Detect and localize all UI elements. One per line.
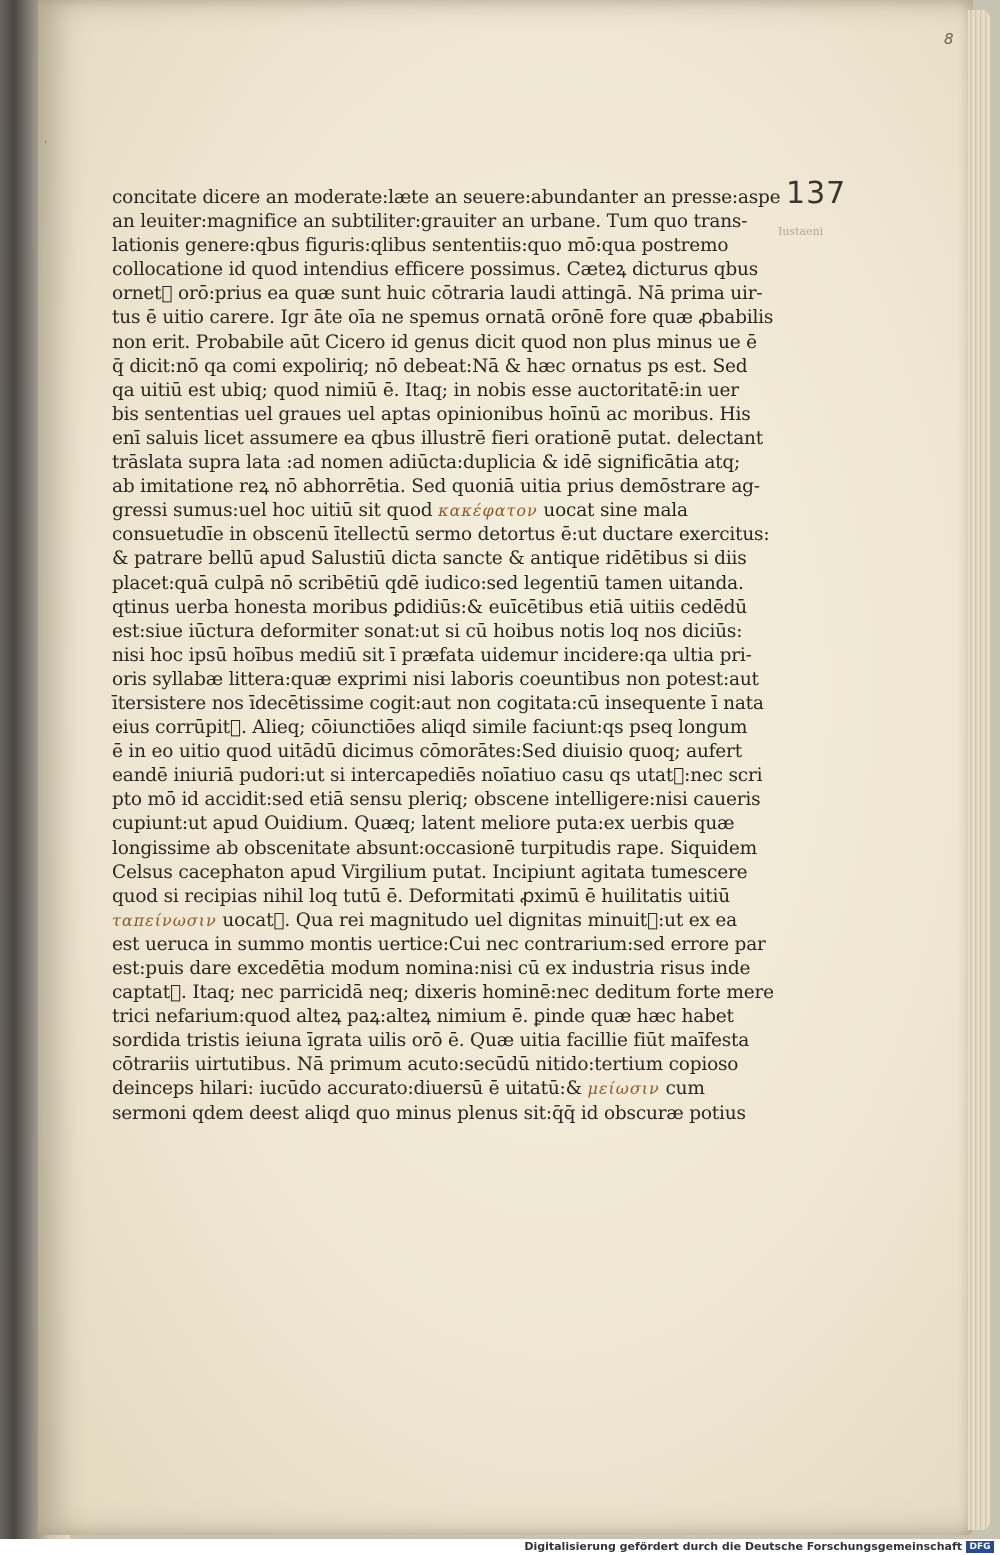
text-line: an leuiter:magnifice an subtiliter:grauiter an urbane. Tum quo trans-	[112, 211, 748, 233]
text-line: qtinus uerba honesta moribus ꝑdidiūs:& euīcētibus etiā uitiis cedēdū	[112, 596, 747, 618]
text-segment: uocatᷓ. Qua rei magnitudo uel dignitas minuitᷓ:ut ex ea	[222, 909, 737, 931]
text-line: nisi hoc ipsū hoībus mediū sit ī præfata uidemur incidere:qa ultia pri-	[112, 644, 752, 666]
text-line: non erit. Probabile aūt Cicero id genus dicit quod non plus minus ue ē	[112, 331, 757, 353]
text-line: est ueruca in summo montis uertice:Cui nec contrarium:sed errore par	[112, 933, 766, 955]
text-line: quod si recipias nihil loq tutū ē. Deformitati ꝓximū ē huilitatis uitiū	[112, 885, 730, 907]
text-line: concitate dicere an moderate:læte an seuere:abundanter an presse:aspe	[112, 187, 781, 208]
text-line: ornetᷓ orō:prius ea quæ sunt huic cōtraria laudi attingā. Nā prima uir-	[112, 283, 763, 305]
text-line-with-greek	[112, 499, 772, 523]
text-line-with-greek	[112, 909, 772, 933]
text-line: est:siue iūctura deformiter sonat:ut si cū hoibus notis loq nos diciūs:	[112, 620, 743, 642]
text-line: placet:quā culpā nō scribētiū qdē iudico:sed legentiū tamen uitanda.	[112, 572, 744, 594]
dfg-logo: DFG	[966, 1541, 994, 1553]
text-line: captatᷓ. Itaq; nec parricidā neq; dixeris hominē:nec deditum forte mere	[112, 982, 774, 1004]
greek-manuscript-insert: κακέφατον	[438, 501, 538, 521]
text-line: cōtrariis uirtutibus. Nā primum acuto:secūdū nitido:tertium copioso	[112, 1054, 739, 1076]
text-segment: deinceps hilari: iucūdo accurato:diuersū ē uitatū:&	[112, 1078, 582, 1100]
text-line-with-greek	[112, 1077, 772, 1101]
text-line: collocatione id quod intendius efficere possimus. Cæteꝝ dicturus qbus	[112, 259, 759, 281]
text-line: enī saluis licet assumere ea qbus illustrē fieri orationē putat. delectant	[112, 427, 764, 449]
printed-text-block	[112, 186, 781, 1126]
left-margin-mark: '	[44, 140, 47, 151]
text-line: eius corrūpitᷓ. Alieq; cōiunctiōes aliqd simile faciunt:qs pseq longum	[112, 717, 748, 739]
text-line: tus ē uitio carere. Igr āte oīa ne spemus ornatā orōnē fore quæ ꝓbabilis	[112, 307, 774, 329]
text-line: q̄ dicit:nō qa comi expoliriq; nō debeat:Nā & hæc ornatus ps est. Sed	[112, 355, 748, 377]
text-line: oris syllabæ littera:quæ exprimi nisi laboris coeuntibus non potest:aut	[112, 668, 759, 690]
text-line: trici nefarium:quod alteꝝ paꝝ:alteꝝ nimium ē. ꝑinde quæ hæc habet	[112, 1006, 734, 1028]
greek-manuscript-insert: ταπείνωσιν	[112, 910, 217, 930]
text-line: pto mō id accidit:sed etiā sensu pleriq; obscene intelligere:nisi caueris	[112, 789, 761, 811]
greek-manuscript-insert: μείωσιν	[587, 1079, 660, 1099]
text-segment: gressi sumus:uel hoc uitiū sit quod	[112, 500, 433, 522]
text-line: Celsus cacephaton apud Virgilium putat. Incipiunt agitata tumescere	[112, 861, 748, 883]
text-line: sordida tristis ieiuna īgrata uilis orō ē. Quæ uitia facillie fiūt maīfesta	[112, 1030, 750, 1052]
text-line: & patrare bellū apud Salustiū dicta sancte & antique ridētibus si diis	[112, 548, 747, 570]
text-line: longissime ab obscenitate absunt:occasionē turpitudis rape. Siquidem	[112, 837, 758, 859]
text-line: trāslata supra lata :ad nomen adiūcta:duplicia & idē significātia atq;	[112, 452, 741, 474]
text-line: ab imitatione reꝝ nō abhorrētia. Sed quoniā uitia prius demōstrare ag-	[112, 476, 760, 498]
text-line: bis sententias uel graues uel aptas opinionibus hoīnū ac moribus. His	[112, 403, 751, 425]
footer-credit: Digitalisierung gefördert durch die Deutsche Forschungsgemeinschaft	[524, 1540, 962, 1553]
text-line: sermoni qdem deest aliqd quo minus plenus sit:q̄q̄ id obscuræ potius	[112, 1102, 746, 1124]
text-line: est:puis dare excedētia modum nomina:nisi cū ex industria risus inde	[112, 958, 751, 979]
margin-annotation-faint: Iustaeni	[778, 225, 824, 238]
margin-annotation-number: 137	[786, 176, 847, 211]
folio-number: 8	[944, 30, 954, 48]
text-line: lationis genere:qbus figuris:qlibus sententiis:quo mō:qua postremo	[112, 235, 729, 257]
text-line: qa uitiū est ubiq; quod nimiū ē. Itaq; in nobis esse auctoritatē:in uer	[112, 379, 739, 401]
text-segment: uocat sine mala	[543, 500, 688, 522]
text-line: cupiunt:ut apud Ouidium. Quæq; latent meliore puta:ex uerbis quæ	[112, 813, 735, 835]
text-line: ē in eo uitio quod uitādū dicimus cōmorātes:Sed diuisio quoq; aufert	[112, 741, 742, 763]
page-fore-edge	[968, 10, 990, 1530]
text-segment: cum	[665, 1078, 705, 1100]
text-line: eandē iniuriā pudori:ut si intercapediēs noīatiuo casu qs utatᷓ:nec scri	[112, 765, 763, 787]
text-line: consuetudīe in obscenū ītellectū sermo detortus ē:ut ductare exercitus:	[112, 524, 770, 546]
text-line: ītersistere nos īdecētissime cogit:aut non cogitata:cū insequente ī nata	[112, 692, 764, 714]
